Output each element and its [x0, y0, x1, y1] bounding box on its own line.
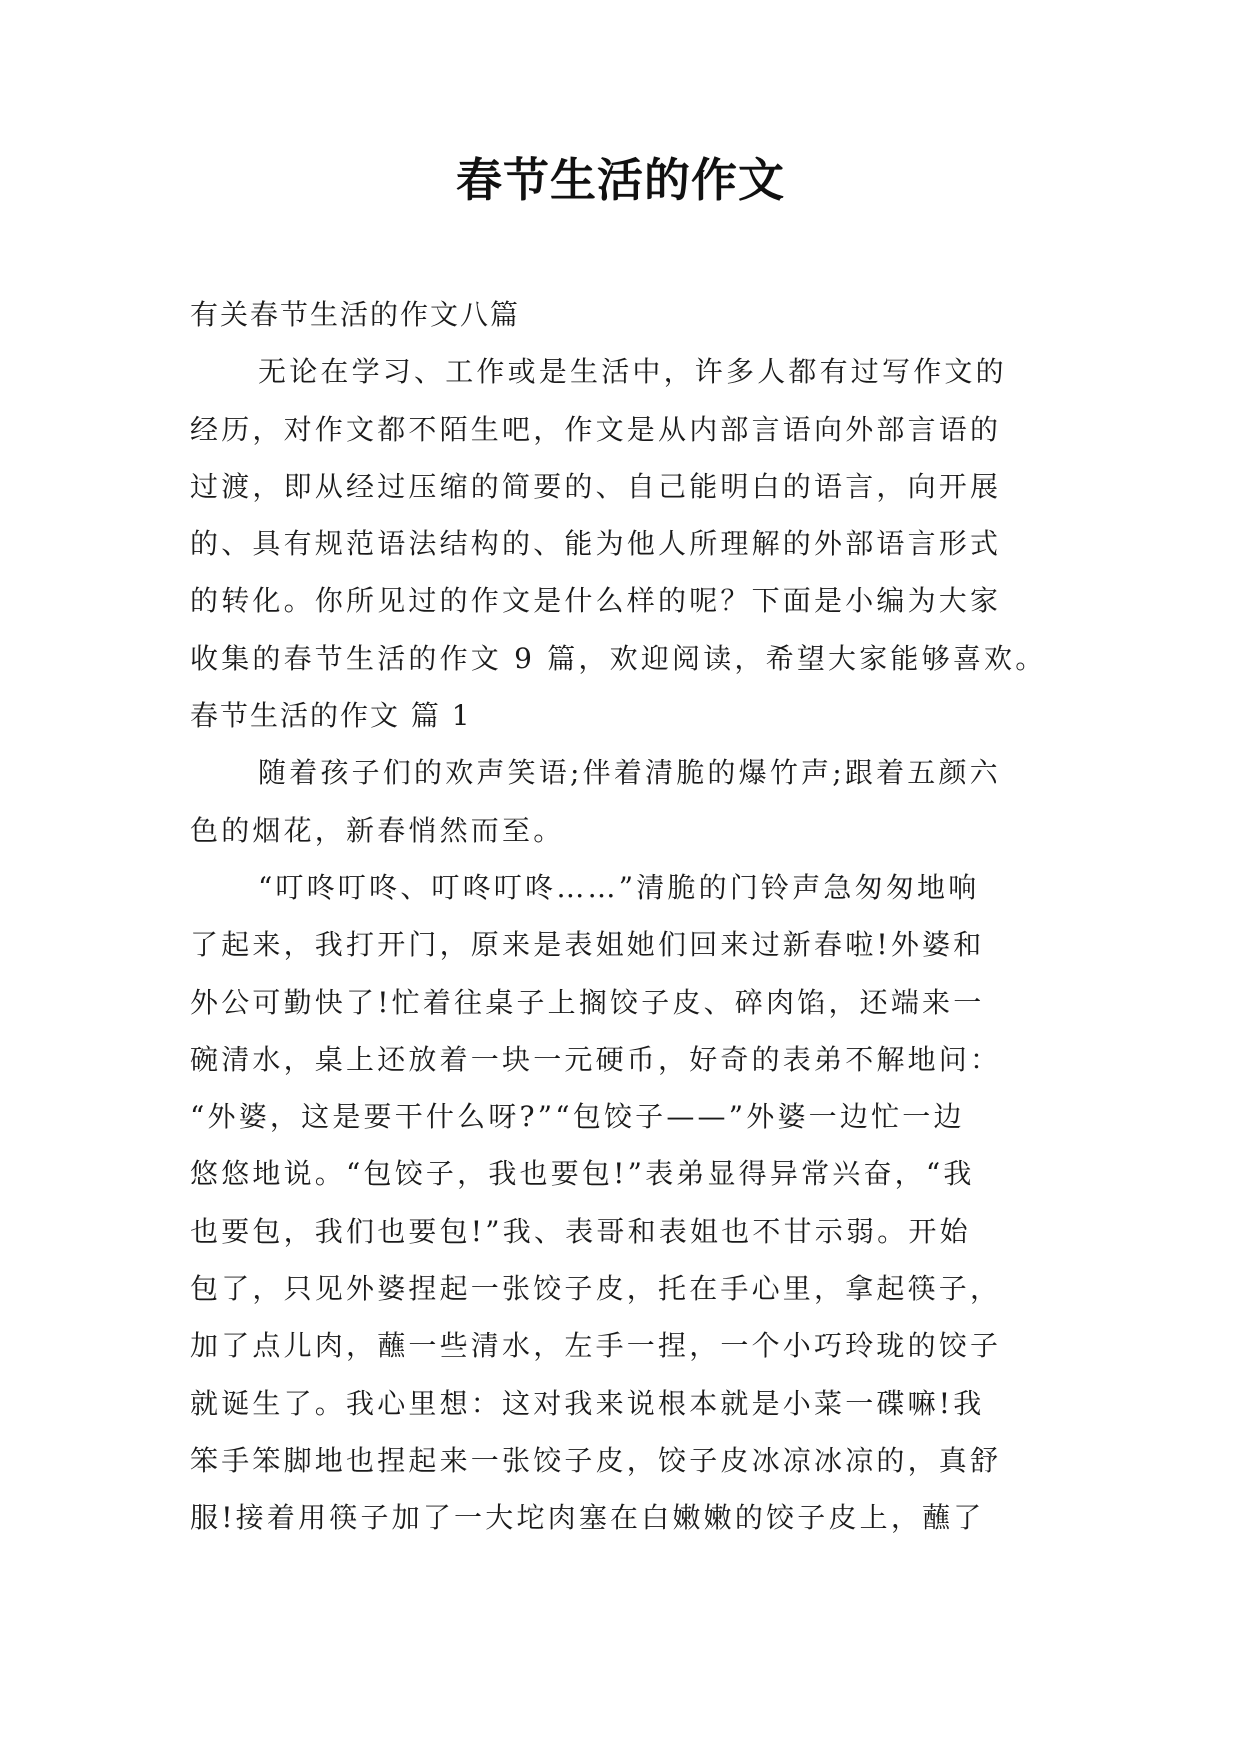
paragraph-line: 也要包，我们也要包!”我、表哥和表姐也不甘示弱。开始	[190, 1214, 971, 1248]
paragraph-line: 过渡，即从经过压缩的简要的、自己能明白的语言，向开展	[190, 469, 1002, 503]
document-title: 春节生活的作文	[456, 153, 785, 207]
paragraph-line: “外婆，这是要干什么呀?”“包饺子——”外婆一边忙一边	[190, 1100, 965, 1134]
paragraph-line: “叮咚叮咚、叮咚叮咚……”清脆的门铃声急匆匆地响	[258, 870, 980, 904]
section-heading: 春节生活的作文 篇 1	[190, 699, 472, 733]
paragraph-line: 无论在学习、工作或是生活中，许多人都有过写作文的	[258, 355, 1007, 389]
section-heading: 有关春节生活的作文八篇	[190, 298, 521, 331]
paragraph-line: 随着孩子们的欢声笑语;伴着清脆的爆竹声;跟着五颜六	[258, 756, 1001, 790]
paragraph-line: 的转化。你所见过的作文是什么样的呢？下面是小编为大家	[190, 584, 1002, 618]
paragraph-line: 的、具有规范语法结构的、能为他人所理解的外部语言形式	[190, 527, 1002, 561]
paragraph-line: 悠悠地说。“包饺子，我也要包!”表弟显得异常兴奋，“我	[190, 1157, 975, 1191]
document-body	[190, 286, 1058, 1547]
paragraph-line: 服!接着用筷子加了一大坨肉塞在白嫩嫩的饺子皮上，蘸了	[190, 1501, 985, 1535]
paragraph-line: 经历，对作文都不陌生吧，作文是从内部言语向外部言语的	[190, 412, 1002, 446]
paragraph-line: 包了，只见外婆捏起一张饺子皮，托在手心里，拿起筷子，	[190, 1272, 1002, 1306]
paragraph-line: 笨手笨脚地也捏起来一张饺子皮，饺子皮冰凉冰凉的，真舒	[190, 1443, 1002, 1477]
paragraph-line: 收集的春节生活的作文 9 篇，欢迎阅读，希望大家能够喜欢。	[190, 641, 1047, 675]
paragraph-line: 加了点儿肉，蘸一些清水，左手一捏，一个小巧玲珑的饺子	[190, 1329, 1002, 1363]
paragraph-line: 色的烟花，新春悄然而至。	[190, 813, 565, 847]
paragraph-line: 了起来，我打开门，原来是表姐她们回来过新春啦!外婆和	[190, 928, 985, 962]
paragraph-line: 就诞生了。我心里想：这对我来说根本就是小菜一碟嘛!我	[190, 1386, 985, 1420]
paragraph-line: 外公可勤快了!忙着往桌子上搁饺子皮、碎肉馅，还端来一	[190, 985, 985, 1019]
paragraph-line: 碗清水，桌上还放着一块一元硬币，好奇的表弟不解地问：	[190, 1042, 1002, 1076]
